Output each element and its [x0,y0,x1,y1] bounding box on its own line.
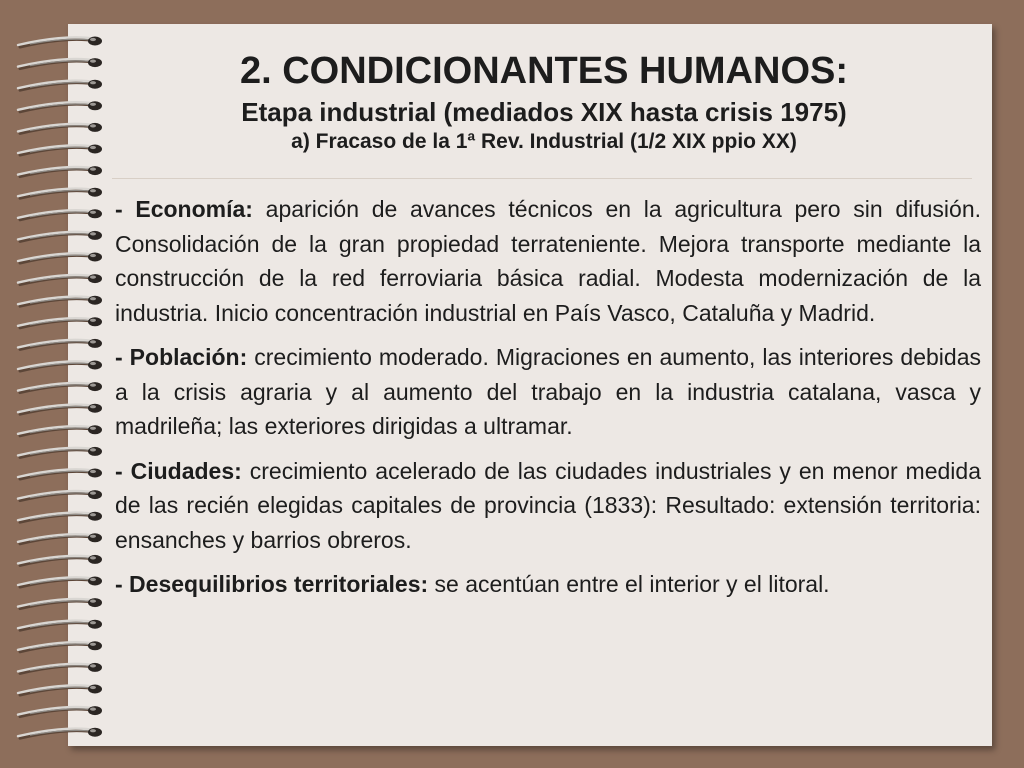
spiral-ring [18,101,102,112]
spiral-ring [18,274,102,285]
spiral-ring [18,577,102,588]
slide-subtitle: Etapa industrial (mediados XIX hasta crisis 1975) [241,97,847,127]
bullet-label: - Ciudades: [115,457,242,484]
bullet-label: - Economía: [115,196,253,222]
spiral-ring [18,123,102,133]
slide-body [115,192,981,612]
spiral-ring [18,685,102,696]
spiral-ring [18,512,102,523]
section-heading: a) Fracaso de la 1ª Rev. Industrial (1/2 XIX ppio XX) [291,130,797,153]
header-divider [112,178,972,179]
bullet-poblacion [115,340,981,444]
spiral-ring [18,58,102,69]
spiral-ring [18,533,102,544]
spiral-ring [18,598,102,609]
spiral-ring [18,469,102,480]
bullet-text: se acentúan entre el interior y el litoral. [428,571,830,597]
bullet-economia [115,192,981,330]
spiral-ring [18,404,102,415]
spiral-ring [18,145,102,156]
spiral-ring [18,425,102,436]
spiral-ring [18,166,102,177]
spiral-ring [18,706,102,717]
spiral-ring [18,37,102,48]
bullet-ciudades [115,454,981,558]
spiral-ring [18,209,102,220]
bullet-label: - Población: [115,344,248,370]
spiral-ring [18,296,102,307]
bullet-text: aparición de avances técnicos en la agricultura pero sin difusión. Consolidación de la gran propiedad terrateniente. Mejora transporte mediante la construcción de la red ferroviaria básica radial. Modesta modernización de la industria. Inicio concentración industrial en País Vasco, Cataluña y Madrid. [115,196,981,326]
spiral-ring [18,361,102,372]
spiral-ring [18,490,102,501]
spiral-ring [18,231,102,242]
spiral-ring [18,317,102,328]
spiral-ring [18,253,102,264]
bullet-text: crecimiento acelerado de las ciudades industriales y en menor medida de las recién elegidas capitales de provincia (1833): Resultado: extensión territoria: ensanches y barrios obreros. [115,457,981,553]
bullet-text: crecimiento moderado. Migraciones en aumento, las interiores debidas a la crisis agraria y al aumento del trabajo en la industria catalana, vasca y madrileña; las exteriores dirigidas a ultramar. [115,344,981,439]
spiral-ring [18,339,102,350]
spiral-ring [18,728,102,739]
bullet-label: - Desequilibrios territoriales: [115,571,429,597]
spiral-ring [18,641,102,652]
spiral-ring [18,663,102,674]
spiral-ring [18,447,102,458]
bullet-desequilibrios [115,567,981,602]
spiral-ring [18,80,102,91]
spiral-ring [18,382,102,393]
slide-title: 2. CONDICIONANTES HUMANOS: [239,50,849,92]
spiral-ring [18,555,102,566]
spiral-ring [18,188,102,199]
spiral-ring [18,620,102,631]
slide-header [100,48,988,156]
